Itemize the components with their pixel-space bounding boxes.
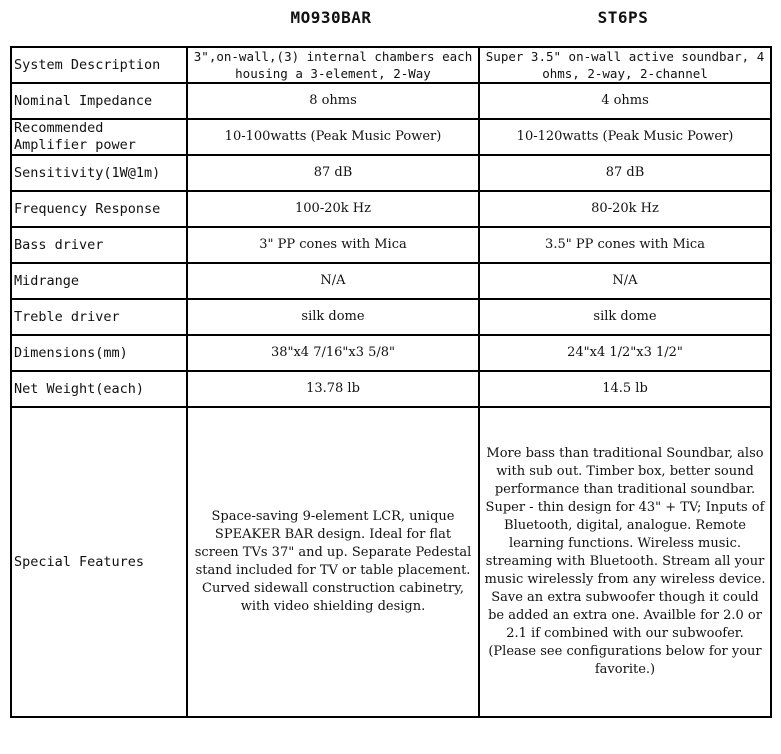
row-label: Sensitivity(1W@1m) [11,155,187,191]
cell-mo930bar: 3" PP cones with Mica [187,227,479,263]
spec-table [10,46,772,718]
row-label: Treble driver [11,299,187,335]
cell-mo930bar: silk dome [187,299,479,335]
cell-mo930bar: Space-saving 9-element LCR, unique SPEAKER BAR design. Ideal for flat screen TVs 37" and up. Separate Pedestal stand included for TV or table placement. Curved sidewall construction cabinetry, with video shielding design. [187,407,479,717]
cell-mo930bar: 3",on-wall,(3) internal chambers each housing a 3-element, 2-Way [187,47,479,83]
cell-st6ps: Super 3.5" on-wall active soundbar, 4 ohms, 2-way, 2-channel [479,47,771,83]
cell-mo930bar: 13.78 lb [187,371,479,407]
row-label: Frequency Response [11,191,187,227]
cell-mo930bar: N/A [187,263,479,299]
cell-st6ps: 80-20k Hz [479,191,771,227]
table-row [11,191,771,227]
row-label: Midrange [11,263,187,299]
table-row [11,155,771,191]
table-row [11,299,771,335]
table-row [11,47,771,83]
table-row [11,371,771,407]
row-label: Dimensions(mm) [11,335,187,371]
table-row [11,407,771,717]
row-label: Net Weight(each) [11,371,187,407]
cell-mo930bar: 38"x4 7/16"x3 5/8" [187,335,479,371]
row-label: Bass driver [11,227,187,263]
cell-st6ps: 4 ohms [479,83,771,119]
column-header-st6ps: ST6PS [597,8,649,27]
cell-st6ps: N/A [479,263,771,299]
row-label: Special Features [11,407,187,717]
table-row [11,119,771,155]
row-label: Recommended Amplifier power [11,119,187,155]
table-row [11,335,771,371]
row-label: System Description [11,47,187,83]
cell-st6ps: More bass than traditional Soundbar, also with sub out. Timber box, better sound performance than traditional soundbar. Super - thin design for 43" + TV; Inputs of Bluetooth, digital, analogue. Remote learning functions. Wireless music. streaming with Bluetooth. Stream all your music wirelessly from any wireless device. Save an extra subwoofer though it could be added an extra one. Availble for 2.0 or 2.1 if combined with our subwoofer. (Please see configurations below for your favorite.) [479,407,771,717]
cell-st6ps: silk dome [479,299,771,335]
table-row [11,227,771,263]
table-row [11,263,771,299]
column-headers [0,8,781,38]
cell-mo930bar: 100-20k Hz [187,191,479,227]
cell-st6ps: 10-120watts (Peak Music Power) [479,119,771,155]
cell-st6ps: 87 dB [479,155,771,191]
cell-st6ps: 14.5 lb [479,371,771,407]
cell-mo930bar: 8 ohms [187,83,479,119]
cell-mo930bar: 10-100watts (Peak Music Power) [187,119,479,155]
column-header-mo930bar: MO930BAR [290,8,372,27]
cell-st6ps: 24"x4 1/2"x3 1/2" [479,335,771,371]
row-label: Nominal Impedance [11,83,187,119]
cell-st6ps: 3.5" PP cones with Mica [479,227,771,263]
table-row [11,83,771,119]
cell-mo930bar: 87 dB [187,155,479,191]
